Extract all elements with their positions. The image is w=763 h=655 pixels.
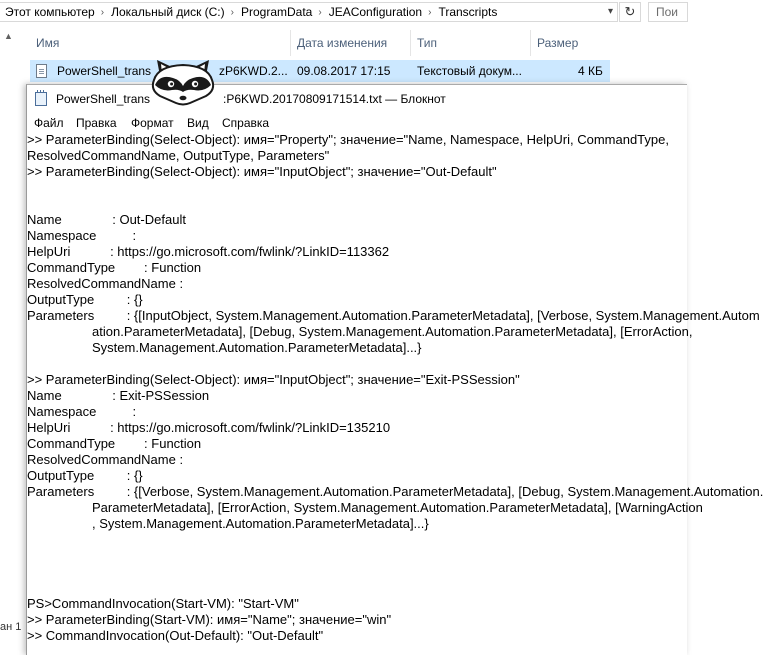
menu-format[interactable]: Формат	[131, 116, 174, 130]
file-date: 09.08.2017 17:15	[297, 64, 391, 78]
file-size: 4 КБ	[578, 64, 603, 78]
transcript-text[interactable]: >> ParameterBinding(Select-Object): имя="Property"; значение="Name, Namespace, HelpUri, CommandType, ResolvedCommandName, OutputType, Parameters" >> ParameterBinding(Select-Object): имя="InputObject"; значение="Out-Default" Name : Out-Default Namespace : HelpUri : https://go.microsoft.com/fwlink/?LinkID=113362 CommandType : Function ResolvedCommandName : OutputType : {} Parameters : {[InputObject, System.Management.Automation.ParameterMetadata], [Verbose, System.Management.Autom ation.ParameterMetadata], [Debug, System.Management.Automation.ParameterMetadata], [ErrorAction, System.Management.Automation.ParameterMetadata]...} >> ParameterBinding(Select-Object): имя="InputObject"; значение="Exit-PSSession" Name : Exit-PSSession Namespace : HelpUri : https://go.microsoft.com/fwlink/?LinkID=135210 CommandType : Function ResolvedCommandName : OutputType : {} Parameters : {[Verbose, System.Management.Automation.ParameterMetadata], [Debug, System.Management.Automation. ParameterMetadata], [ErrorAction, System.Management.Automation.ParameterMetadata], [WarningAction , System.Management.Automation.ParameterMetadata]...} PS>CommandInvocation(Start-VM): "Start-VM" >> ParameterBinding(Start-VM): имя="Name"; значение="win" >> CommandInvocation(Out-Default): "Out-Default"	[27, 132, 763, 643]
window-title-end: :P6KWD.20170809171514.txt — Блокнот	[223, 92, 446, 106]
file-row[interactable]	[30, 60, 610, 82]
notepad-title-bar[interactable]	[27, 85, 687, 113]
menu-edit[interactable]: Правка	[76, 116, 117, 130]
text-editor[interactable]	[27, 132, 763, 655]
notepad-window	[26, 84, 763, 655]
column-divider[interactable]	[530, 30, 531, 56]
scroll-up-icon[interactable]: ▲	[4, 31, 13, 41]
chevron-right-icon[interactable]: ›	[318, 6, 322, 18]
chevron-down-icon[interactable]: ▾	[607, 6, 613, 17]
file-name-start: PowerShell_trans	[57, 64, 152, 78]
address-row	[0, 0, 679, 26]
column-divider[interactable]	[290, 30, 291, 56]
address-bar[interactable]	[0, 2, 618, 22]
window-title-start: PowerShell_trans	[56, 92, 151, 106]
menu-help[interactable]: Справка	[222, 116, 270, 130]
notepad-icon	[35, 92, 47, 106]
column-headers	[0, 30, 673, 56]
column-header-size[interactable]: Размер	[537, 36, 579, 50]
search-input[interactable]: Пои	[648, 2, 688, 22]
breadcrumb-jeaconfiguration[interactable]: JEAConfiguration	[328, 5, 423, 19]
chevron-right-icon[interactable]: ›	[428, 6, 432, 18]
raccoon-mascot-icon	[146, 58, 220, 106]
chevron-right-icon[interactable]: ›	[100, 6, 105, 18]
file-type: Текстовый докум...	[417, 64, 522, 78]
refresh-icon: ↻	[624, 4, 636, 19]
menu-file[interactable]: Файл	[34, 116, 64, 130]
column-header-name[interactable]: Имя	[36, 36, 60, 50]
breadcrumb-programdata[interactable]: ProgramData	[240, 5, 313, 19]
menu-bar	[27, 113, 687, 132]
status-bar-text: ан 1	[0, 621, 22, 633]
chevron-right-icon[interactable]: ›	[230, 6, 234, 18]
file-name-end: zP6KWD.2...	[219, 64, 288, 78]
refresh-button[interactable]	[619, 2, 641, 22]
column-header-type[interactable]: Тип	[417, 36, 438, 50]
breadcrumb-this-pc[interactable]: Этот компьютер	[5, 5, 95, 19]
navigation-pane	[0, 60, 26, 643]
breadcrumb-transcripts[interactable]: Transcripts	[438, 5, 498, 19]
breadcrumb-local-disk[interactable]: Локальный диск (C:)	[111, 5, 225, 19]
column-header-date[interactable]: Дата изменения	[297, 36, 388, 50]
menu-view[interactable]: Вид	[187, 116, 209, 130]
column-divider[interactable]	[410, 30, 411, 56]
text-file-icon	[36, 64, 47, 78]
